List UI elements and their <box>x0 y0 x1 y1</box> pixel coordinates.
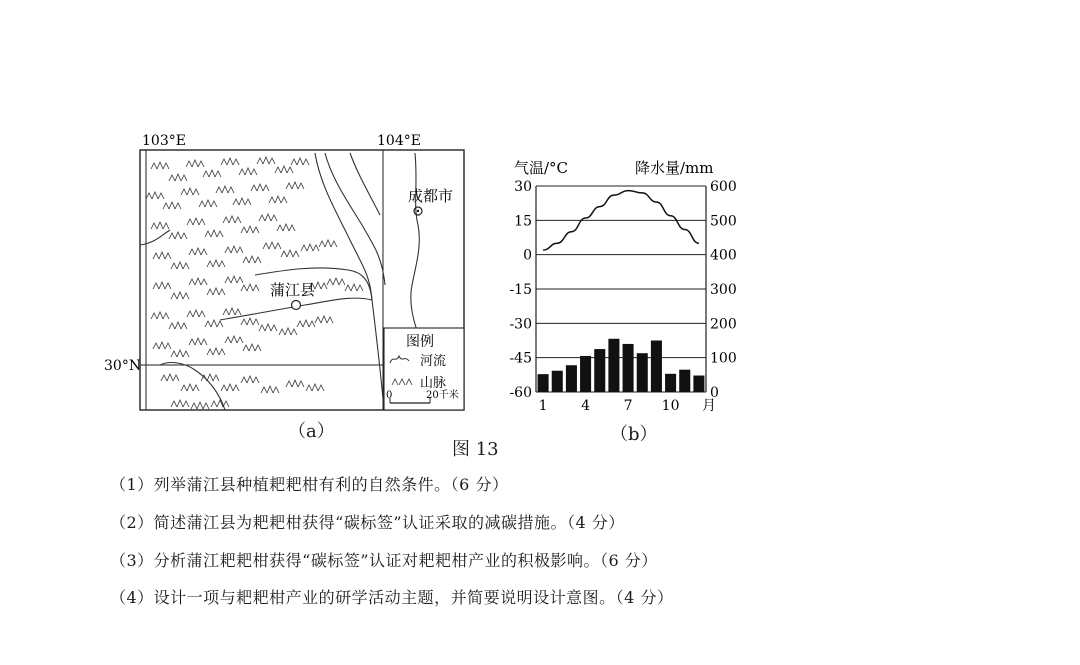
mountain-symbol <box>243 344 261 351</box>
y-right-label: 降水量/mm <box>635 159 714 177</box>
mountain-symbol <box>151 222 169 229</box>
map-svg <box>100 125 480 425</box>
mountain-symbol <box>199 200 217 207</box>
mountain-symbol <box>151 312 169 319</box>
mountain-symbol <box>171 400 189 407</box>
map-legend <box>384 328 464 410</box>
mountain-symbol <box>151 162 169 169</box>
lon-left-label: 103°E <box>142 133 186 149</box>
precip-bar <box>623 344 634 392</box>
mountain-symbol <box>187 310 205 317</box>
scale-end: 20千米 <box>426 390 459 401</box>
mountain-symbol <box>169 322 187 329</box>
precip-bar <box>693 376 704 392</box>
precip-bar <box>552 371 563 392</box>
y-left-tick: 0 <box>523 247 532 264</box>
mountain-symbol <box>169 232 187 239</box>
mountain-symbol <box>263 242 281 249</box>
y-left-label: 气温/°C <box>514 159 569 177</box>
x-tick: 4 <box>581 398 591 414</box>
city-marker-dot <box>417 210 419 212</box>
mountain-symbol <box>163 202 181 209</box>
mountain-symbol <box>171 350 189 357</box>
precip-bar <box>651 341 662 393</box>
legend-river-label: 河流 <box>420 354 447 369</box>
lat-label: 30°N <box>104 358 142 374</box>
y-right-tick: 300 <box>710 282 737 298</box>
mountain-symbol <box>241 226 259 233</box>
mountain-symbol <box>221 158 239 165</box>
x-tick: 10 <box>661 398 680 414</box>
mountain-symbol <box>187 218 205 225</box>
mountain-symbol <box>306 384 324 391</box>
mountain-symbol <box>259 324 277 331</box>
precip-bar <box>665 374 676 392</box>
figure-title: 图 13 <box>452 439 499 460</box>
mountain-symbol <box>153 282 171 289</box>
mountain-symbol <box>171 262 189 269</box>
mountain-symbol <box>161 374 179 381</box>
precip-bar <box>594 349 605 392</box>
y-left-tick: -15 <box>509 282 532 298</box>
precip-bar <box>580 356 591 392</box>
mountain-symbol <box>205 230 223 237</box>
chart-svg <box>500 150 740 420</box>
county-marker <box>292 301 301 310</box>
mountain-symbol <box>201 374 219 381</box>
x-tick: 1 <box>538 398 548 414</box>
legend-mountain-label: 山脉 <box>420 376 447 391</box>
y-left-tick: -60 <box>509 385 532 401</box>
mountain-symbol <box>319 240 337 247</box>
mountain-symbol <box>241 318 259 325</box>
precip-bar <box>637 353 648 392</box>
mountain-symbol <box>211 400 229 407</box>
mountain-symbol <box>221 384 239 391</box>
precip-bar <box>608 339 619 392</box>
y-right-tick: 200 <box>710 316 737 333</box>
mountain-symbol <box>216 186 234 193</box>
mountain-symbol <box>189 248 207 255</box>
legend-title: 图例 <box>406 334 434 350</box>
mountain-symbol <box>189 338 207 345</box>
mountain-symbol <box>281 250 299 257</box>
y-right-tick: 600 <box>710 179 737 195</box>
y-left-tick: -30 <box>509 316 532 333</box>
map-figure <box>100 125 480 442</box>
mountain-symbol <box>291 158 309 165</box>
mountain-symbol <box>225 276 243 283</box>
mountain-symbol <box>279 328 297 335</box>
y-right-tick: 400 <box>710 247 737 264</box>
y-right-tick: 0 <box>710 385 719 401</box>
mountain-range <box>146 157 363 409</box>
mountain-symbol <box>239 168 257 175</box>
y-left-tick: 15 <box>514 213 532 230</box>
mountain-symbol <box>243 256 261 263</box>
mountain-symbol <box>189 278 207 285</box>
mountain-symbol <box>223 216 241 223</box>
city-label: 成都市 <box>408 187 454 205</box>
map-caption: （a） <box>288 421 335 442</box>
mountain-symbol <box>301 244 319 251</box>
mountain-symbol <box>169 174 187 181</box>
mountain-symbol <box>241 376 259 383</box>
mountain-symbol <box>146 192 164 199</box>
county-label: 蒲江县 <box>270 281 316 299</box>
mountain-symbol <box>181 384 199 391</box>
question-2: （2）简述蒲江县为耙耙柑获得“碳标签”认证采取的减碳措施。（4 分） <box>110 513 625 532</box>
mountain-symbol <box>191 402 209 409</box>
mountain-symbol <box>205 320 223 327</box>
mountain-symbol <box>225 246 243 253</box>
question-3: （3）分析蒲江耙耙柑获得“碳标签”认证对耙耙柑产业的积极影响。（6 分） <box>110 551 658 570</box>
mountain-symbol <box>286 182 304 189</box>
mountain-symbol <box>345 284 363 291</box>
mountain-symbol <box>275 166 293 173</box>
mountain-symbol <box>225 336 243 343</box>
mountain-symbol <box>257 157 275 164</box>
precip-bar <box>538 374 549 392</box>
mountain-symbol <box>233 198 251 205</box>
mountain-symbol <box>207 260 225 267</box>
chart-caption: （b） <box>610 424 658 445</box>
mountain-symbol <box>223 308 241 315</box>
climate-chart <box>500 150 740 445</box>
mountain-symbol <box>315 316 333 323</box>
mountain-symbol <box>207 348 225 355</box>
mountain-symbol <box>261 386 279 393</box>
scale-zero: 0 <box>386 390 393 401</box>
mountain-symbol <box>186 160 204 167</box>
y-left-tick: -45 <box>509 350 532 367</box>
lon-right-label: 104°E <box>377 133 421 149</box>
precip-bar <box>566 365 577 392</box>
mountain-symbol <box>286 380 304 387</box>
mountain-symbol <box>327 278 345 285</box>
mountain-symbol <box>171 292 189 299</box>
mountain-symbol <box>241 284 259 291</box>
mountain-symbol <box>207 288 225 295</box>
question-1: （1）列举蒲江县种植耙耙柑有利的自然条件。（6 分） <box>110 475 509 494</box>
mountain-symbol <box>153 342 171 349</box>
mountain-symbol <box>269 196 287 203</box>
mountain-symbol <box>153 252 171 259</box>
question-4: （4）设计一项与耙耙柑产业的研学活动主题，并简要说明设计意图。（4 分） <box>110 588 674 607</box>
mountain-symbol <box>203 170 221 177</box>
x-tick: 7 <box>623 398 633 414</box>
precip-bar <box>679 370 690 392</box>
y-right-tick: 100 <box>710 350 737 367</box>
mountain-symbol <box>181 188 199 195</box>
mountain-symbol <box>251 184 269 191</box>
mountain-symbol <box>277 224 295 231</box>
y-right-tick: 500 <box>710 213 737 230</box>
y-left-tick: 30 <box>514 179 532 195</box>
mountain-symbol <box>259 214 277 221</box>
mountain-symbol <box>297 320 315 327</box>
x-unit: 月 <box>702 398 716 414</box>
